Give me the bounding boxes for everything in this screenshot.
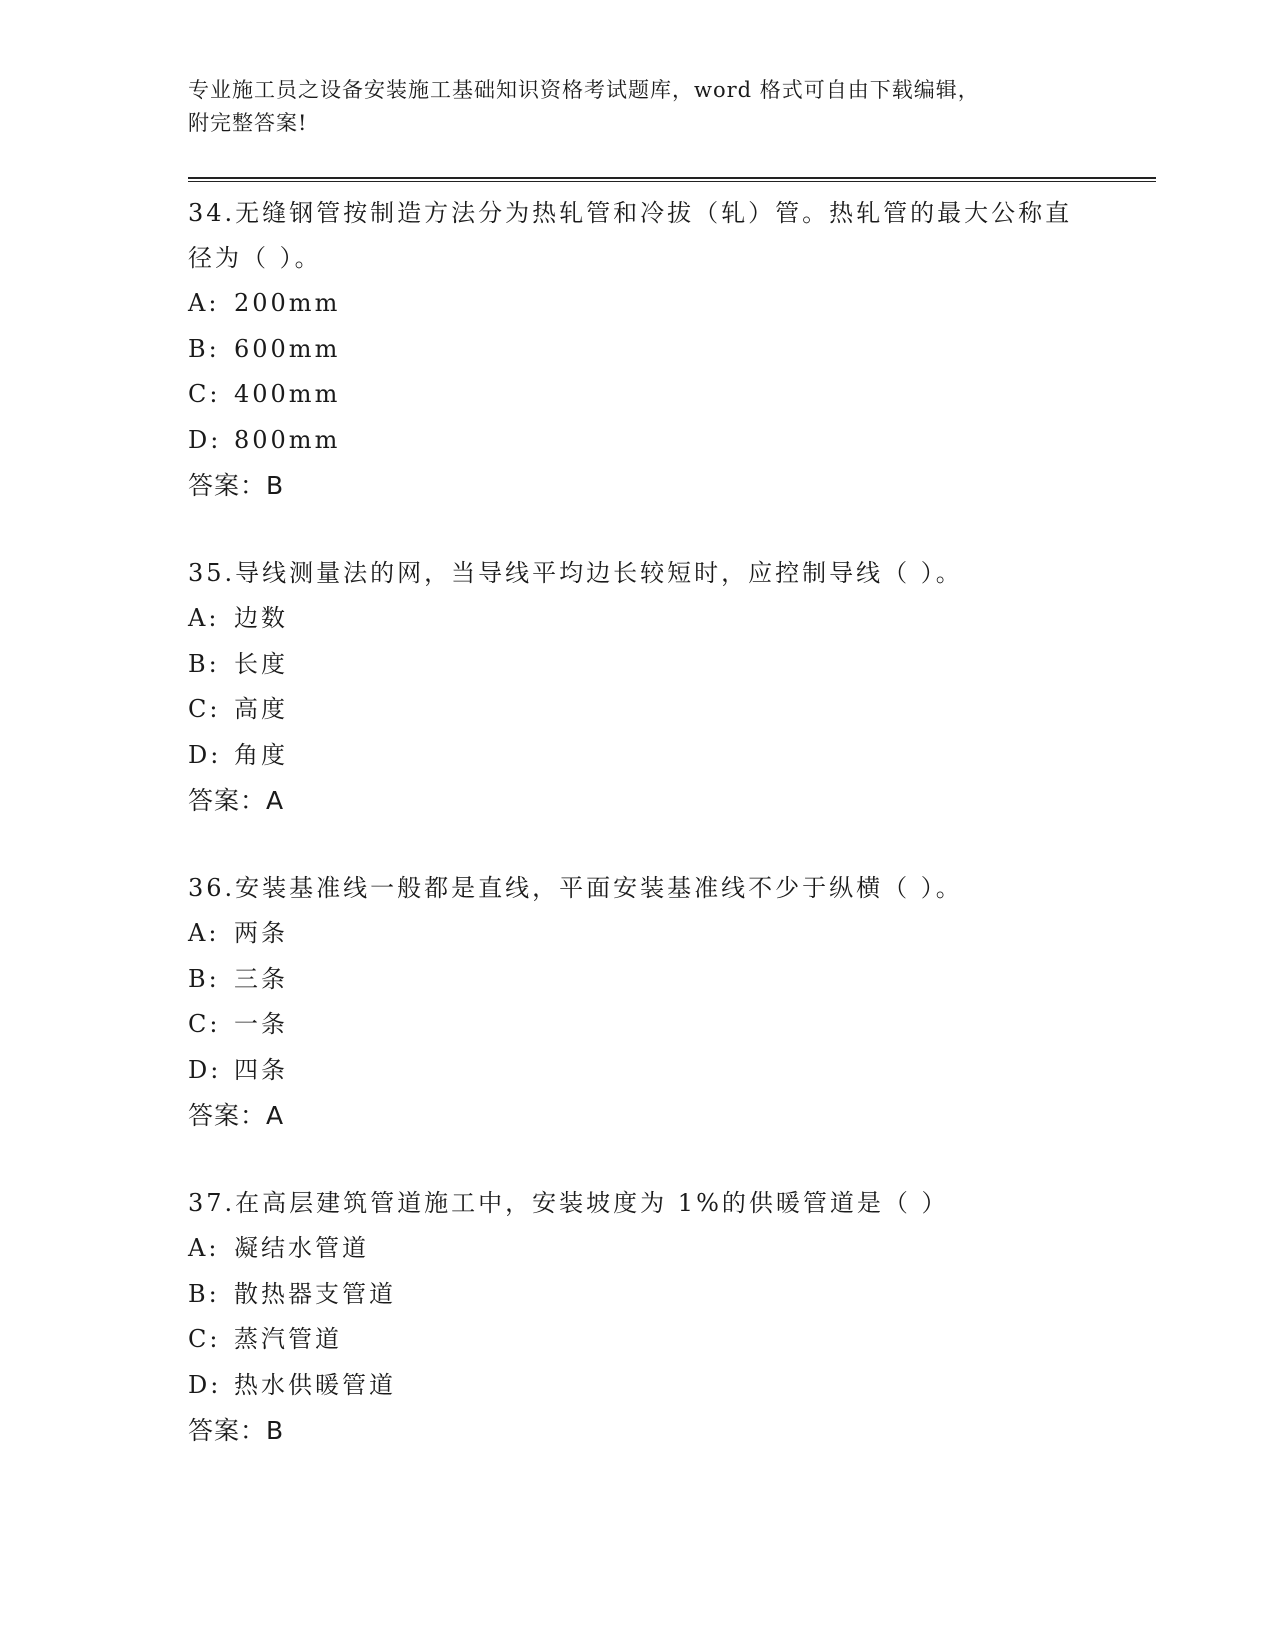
answer-line: 答案：B	[188, 1416, 285, 1445]
question-stem: 36.安装基准线一般都是直线，平面安装基准线不少于纵横（ ）。	[188, 874, 963, 902]
option-text: 蒸汽管道	[234, 1325, 342, 1353]
option-key: D:	[188, 740, 222, 769]
option-b	[188, 957, 1156, 1003]
option-b	[188, 327, 1156, 373]
option-text: 热水供暖管道	[234, 1370, 396, 1399]
option-key: D:	[188, 1370, 222, 1399]
header-title-line-1: 专业施工员之设备安装施工基础知识资格考试题库，word 格式可自由下载编辑，	[188, 78, 980, 102]
question-37	[188, 1181, 1156, 1453]
option-key: B:	[188, 1279, 220, 1308]
option-text: 两条	[234, 919, 288, 947]
option-c	[188, 1317, 1156, 1363]
option-text: 边数	[234, 604, 288, 632]
option-text: 400mm	[234, 380, 341, 408]
option-key: C:	[188, 1325, 221, 1353]
question-34	[188, 191, 1156, 508]
option-key: A:	[188, 1234, 220, 1262]
option-key: C:	[188, 380, 221, 408]
option-a	[188, 281, 1156, 327]
option-a	[188, 1226, 1156, 1272]
option-a	[188, 596, 1156, 642]
option-text: 长度	[234, 649, 288, 678]
option-c	[188, 1002, 1156, 1048]
answer-line: 答案：B	[188, 471, 285, 500]
option-text: 角度	[234, 740, 288, 769]
option-text: 三条	[234, 964, 288, 993]
option-d	[188, 1048, 1156, 1094]
header-title-line-2: 附完整答案!	[188, 111, 308, 135]
question-35	[188, 551, 1156, 823]
question-list	[188, 191, 1156, 1496]
document-header	[188, 74, 1088, 140]
question-stem: 35.导线测量法的网，当导线平均边长较短时，应控制导线（ ）。	[188, 559, 963, 587]
option-text: 600mm	[234, 334, 341, 363]
option-d	[188, 1363, 1156, 1409]
option-d	[188, 733, 1156, 779]
option-key: B:	[188, 964, 220, 993]
option-c	[188, 687, 1156, 733]
option-text: 散热器支管道	[234, 1279, 396, 1308]
option-key: D:	[188, 425, 222, 454]
option-text: 800mm	[234, 425, 341, 454]
option-text: 凝结水管道	[234, 1234, 369, 1262]
question-stem: 34.无缝钢管按制造方法分为热轧管和冷拔（轧）管。热轧管的最大公称直径为（ ）。	[188, 199, 1073, 272]
option-a	[188, 911, 1156, 957]
option-c	[188, 372, 1156, 418]
option-b	[188, 642, 1156, 688]
question-36	[188, 866, 1156, 1138]
question-stem: 37.在高层建筑管道施工中，安装坡度为 1%的供暖管道是（ ）	[188, 1189, 949, 1217]
option-text: 高度	[234, 695, 288, 723]
option-key: B:	[188, 334, 220, 363]
option-key: A:	[188, 604, 220, 632]
option-key: C:	[188, 1010, 221, 1038]
header-divider	[188, 177, 1156, 182]
option-key: A:	[188, 289, 220, 317]
option-key: D:	[188, 1055, 222, 1084]
option-key: C:	[188, 695, 221, 723]
option-text: 一条	[234, 1010, 288, 1038]
option-b	[188, 1272, 1156, 1318]
option-d	[188, 418, 1156, 464]
option-key: B:	[188, 649, 220, 678]
answer-line: 答案：A	[188, 1101, 285, 1130]
answer-line: 答案：A	[188, 786, 285, 815]
option-text: 四条	[234, 1055, 288, 1084]
option-key: A:	[188, 919, 220, 947]
option-text: 200mm	[234, 289, 341, 317]
